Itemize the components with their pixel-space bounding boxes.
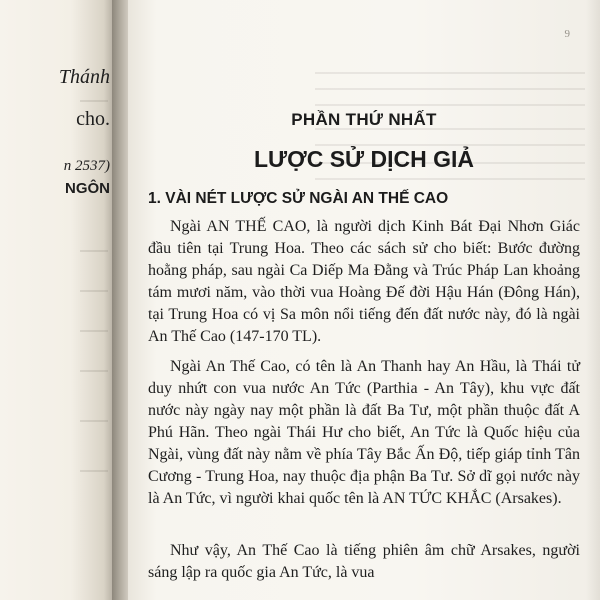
page-edge-shadow xyxy=(586,0,600,600)
body-paragraph: Ngài AN THẾ CAO, là người dịch Kinh Bát Đại Nhơn Giác đầu tiên tại Trung Hoa. Theo các sách sử cho biết: Bước đường hoằng pháp, sau ngài Ca Diếp Ma Đằng và Trúc Pháp Lan khoảng tám mươi năm, vào thời vua Hoàng Đế đời Hậu Hán (Đông Hán), tại Trung Hoa có vị Sa môn nổi tiếng đến đất nước này, đó là ngài An Thế Cao (147-170 TL). xyxy=(148,218,580,345)
part-label: PHẦN THỨ NHẤT xyxy=(291,110,437,129)
bleed-through xyxy=(80,250,108,252)
left-page xyxy=(0,0,118,600)
bleed-through xyxy=(80,330,108,332)
bleed-through xyxy=(315,178,585,180)
page-number: 9 xyxy=(564,28,570,40)
bleed-through xyxy=(80,420,108,422)
bleed-through xyxy=(80,100,108,102)
body-paragraph: Ngài An Thế Cao, có tên là An Thanh hay An Hầu, là Thái tử duy nhứt con vua nước An Tức (Parthia - An Tây), khu vực đất nước này ngày nay một phần là đất Ba Tư, một phần thuộc đất A Phú Hãn. Theo ngài Thái Hư cho biết, An Tức là Quốc hiệu của Ngài, vùng đất này nằm về phía Tây Bắc Ấn Độ, tiếp giáp tỉnh Tân Cương - Trung Hoa, nay thuộc địa phận Ba Tư. Sở dĩ gọi nước này là An Tức, vì người khai quốc tên là AN TỨC KHẮC (Arsakes). xyxy=(148,358,580,507)
part-title: LƯỢC SỬ DỊCH GIẢ xyxy=(253,146,475,172)
bleed-through xyxy=(80,370,108,372)
bleed-through xyxy=(315,88,585,90)
left-page-text: NGÔN xyxy=(65,180,110,197)
running-head xyxy=(150,28,570,42)
left-page-text: Thánh xyxy=(58,66,110,88)
bleed-through xyxy=(315,72,585,74)
left-page-text: cho. xyxy=(76,108,110,130)
left-page-text: n 2537) xyxy=(63,158,110,174)
bleed-through xyxy=(80,470,108,472)
bleed-through xyxy=(80,290,108,292)
bleed-through xyxy=(315,104,585,106)
section-heading: 1. VÀI NÉT LƯỢC SỬ NGÀI AN THẾ CAO xyxy=(148,190,449,207)
body-paragraph: Như vậy, An Thế Cao là tiếng phiên âm chữ Arsakes, người sáng lập ra quốc gia An Tức, là vua xyxy=(148,542,580,581)
